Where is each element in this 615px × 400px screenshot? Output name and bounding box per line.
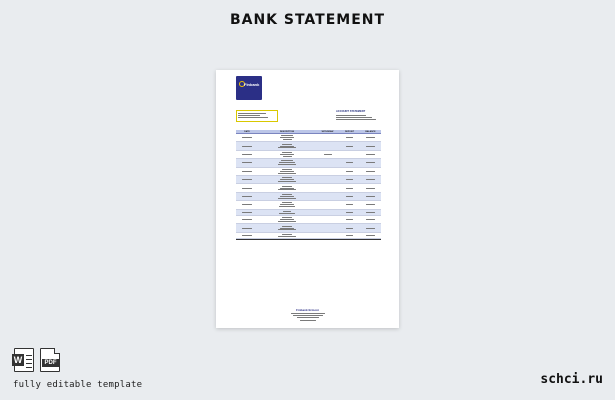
row-description bbox=[258, 217, 316, 222]
table-row bbox=[236, 216, 381, 224]
row-description bbox=[258, 152, 316, 157]
row-date bbox=[236, 235, 258, 236]
table-row bbox=[236, 134, 381, 142]
row-date bbox=[236, 171, 258, 172]
row-balance bbox=[360, 188, 381, 189]
row-deposit bbox=[339, 204, 360, 205]
row-description bbox=[258, 186, 316, 191]
table-end-rule bbox=[236, 239, 381, 240]
row-balance bbox=[360, 146, 381, 147]
row-balance bbox=[360, 137, 381, 138]
row-balance bbox=[360, 235, 381, 236]
row-date bbox=[236, 179, 258, 180]
account-title: ACCOUNT STATEMENT bbox=[336, 110, 366, 113]
word-file-icon: W bbox=[14, 348, 34, 372]
row-description bbox=[258, 202, 316, 207]
row-deposit bbox=[339, 162, 360, 163]
statement-footer bbox=[216, 308, 399, 321]
row-deposit bbox=[339, 137, 360, 138]
transactions-table bbox=[236, 130, 381, 240]
row-deposit bbox=[339, 188, 360, 189]
table-row bbox=[236, 168, 381, 176]
table-row bbox=[236, 142, 381, 150]
row-deposit bbox=[339, 235, 360, 236]
table-row bbox=[236, 193, 381, 201]
row-date bbox=[236, 162, 258, 163]
row-description bbox=[258, 169, 316, 174]
row-date bbox=[236, 228, 258, 229]
table-row bbox=[236, 176, 381, 184]
row-deposit bbox=[339, 171, 360, 172]
row-description bbox=[258, 135, 316, 140]
row-date bbox=[236, 188, 258, 189]
row-date bbox=[236, 154, 258, 155]
page-heading: BANK STATEMENT bbox=[229, 12, 386, 28]
footer-bank-name: Finbank Ermoni bbox=[296, 308, 319, 312]
row-date bbox=[236, 204, 258, 205]
statement-document bbox=[216, 70, 399, 328]
row-description bbox=[258, 234, 316, 237]
row-description bbox=[258, 177, 316, 182]
format-icons bbox=[14, 348, 60, 372]
table-row bbox=[236, 224, 381, 232]
row-date bbox=[236, 212, 258, 213]
row-deposit bbox=[339, 196, 360, 197]
col-withdraw: WITHDRAW bbox=[321, 130, 334, 133]
table-row bbox=[236, 159, 381, 167]
row-date bbox=[236, 137, 258, 138]
row-balance bbox=[360, 171, 381, 172]
row-balance bbox=[360, 162, 381, 163]
row-date bbox=[236, 196, 258, 197]
row-balance bbox=[360, 212, 381, 213]
col-description: DESCRIPTION bbox=[279, 130, 295, 133]
row-description bbox=[258, 194, 316, 199]
table-row bbox=[236, 201, 381, 209]
row-deposit bbox=[339, 228, 360, 229]
row-deposit bbox=[339, 146, 360, 147]
row-balance bbox=[360, 196, 381, 197]
col-balance: BALANCE bbox=[365, 130, 376, 133]
table-body bbox=[236, 134, 381, 239]
col-deposit: DEPOSIT bbox=[344, 130, 355, 133]
row-deposit bbox=[339, 179, 360, 180]
account-summary bbox=[336, 110, 384, 120]
table-row bbox=[236, 184, 381, 192]
row-description bbox=[258, 160, 316, 165]
row-balance bbox=[360, 204, 381, 205]
logo-text: Finbank bbox=[244, 82, 260, 87]
row-balance bbox=[360, 228, 381, 229]
row-description bbox=[258, 226, 316, 231]
row-description bbox=[258, 144, 316, 149]
pdf-file-icon: PDF bbox=[40, 348, 60, 372]
table-row bbox=[236, 151, 381, 159]
row-deposit bbox=[339, 212, 360, 213]
row-deposit bbox=[339, 219, 360, 220]
caption-text: fully editable template bbox=[13, 380, 143, 390]
row-balance bbox=[360, 179, 381, 180]
row-date bbox=[236, 146, 258, 147]
row-description bbox=[258, 211, 316, 214]
row-date bbox=[236, 219, 258, 220]
row-balance bbox=[360, 219, 381, 220]
row-balance bbox=[360, 154, 381, 155]
col-date: DATE bbox=[244, 130, 250, 133]
bank-logo bbox=[236, 76, 262, 100]
address-box bbox=[236, 110, 278, 122]
brand-watermark: schci.ru bbox=[540, 372, 603, 387]
row-withdraw bbox=[316, 154, 339, 155]
